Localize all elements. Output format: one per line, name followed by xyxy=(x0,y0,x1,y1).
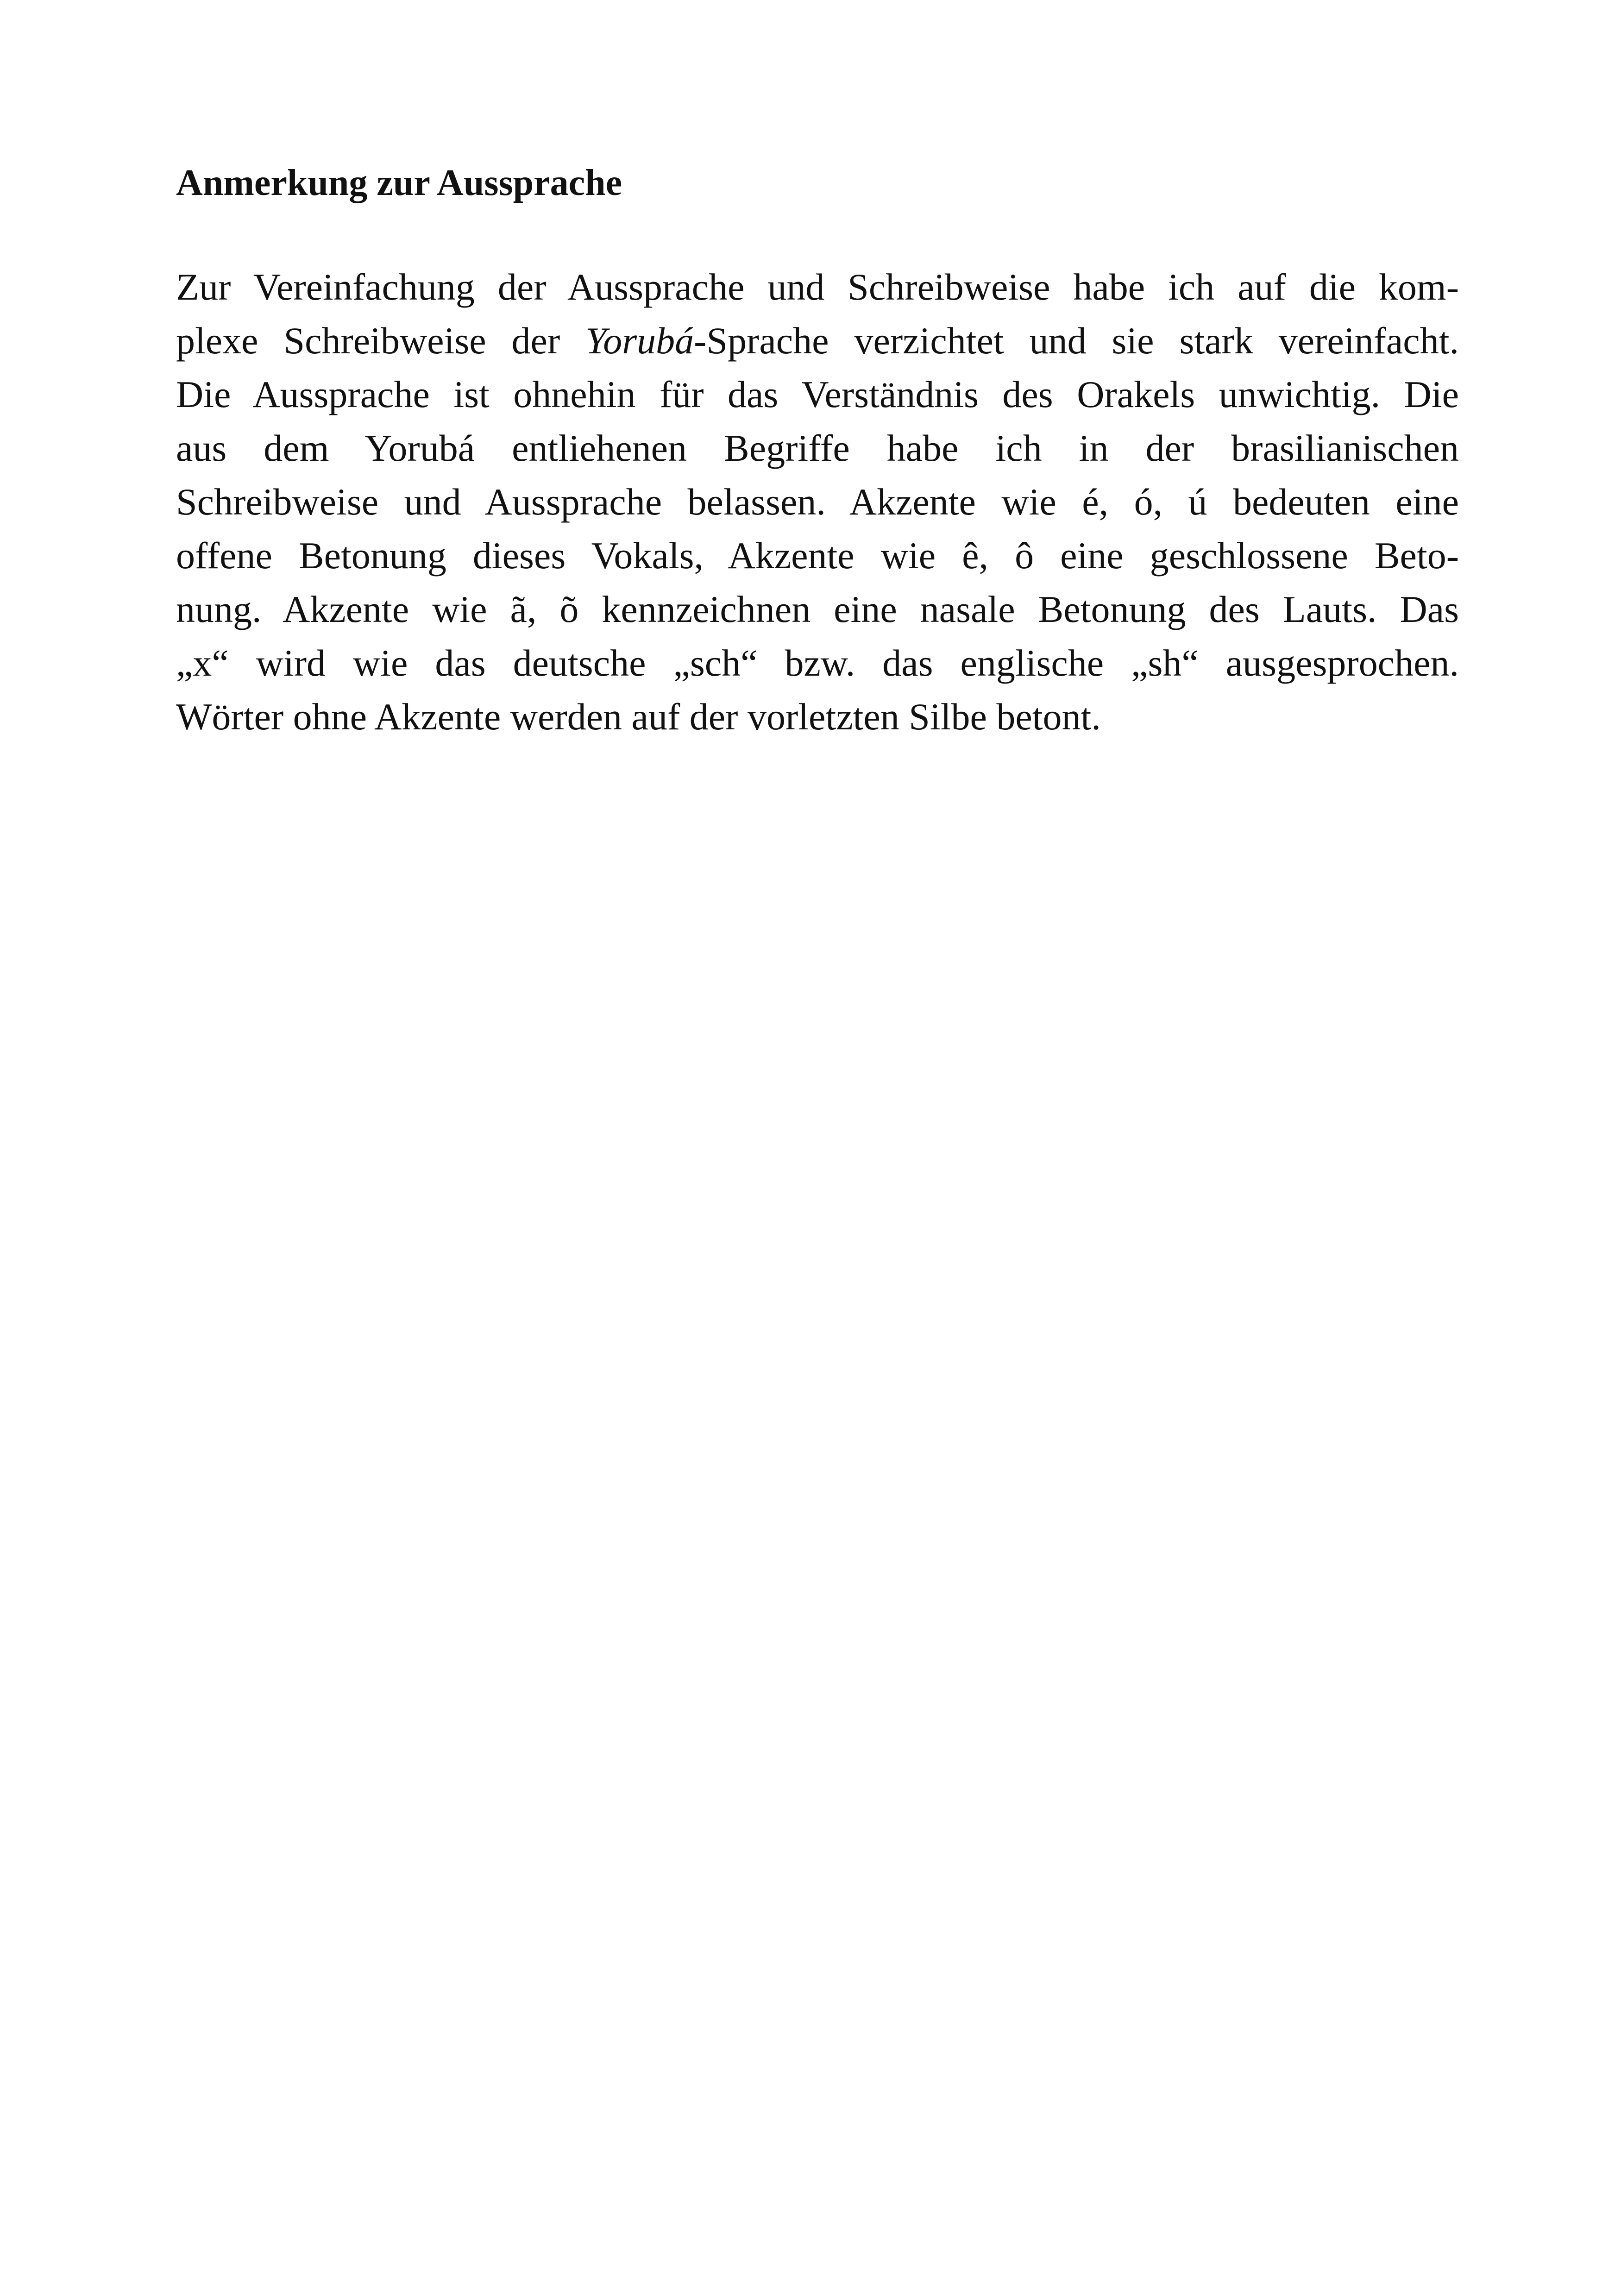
section-heading: Anmerkung zur Aussprache xyxy=(176,163,622,203)
line-text-after: -Sprache verzichtet und sie stark vereinfacht. xyxy=(694,320,1459,362)
line-text-before: plexe Schreibweise der xyxy=(176,320,586,362)
paragraph-line: Wörter ohne Akzente werden auf der vorletzten Silbe betont. xyxy=(176,696,1101,738)
paragraph-line: aus dem Yorubá entliehenen Begriffe habe ich in der brasilianischen xyxy=(176,427,1459,469)
paragraph-line: Schreibweise und Aussprache belassen. Akzente wie é, ó, ú bedeuten eine xyxy=(176,481,1459,523)
paragraph-line: „x“ wird wie das deutsche „sch“ bzw. das englische „sh“ ausgesprochen. xyxy=(176,642,1459,684)
paragraph-line: Zur Vereinfachung der Aussprache und Schreibweise habe ich auf die kom- xyxy=(176,266,1459,308)
body-paragraph xyxy=(176,260,1459,744)
paragraph-line: Die Aussprache ist ohnehin für das Verständnis des Orakels unwichtig. Die xyxy=(176,373,1459,415)
italic-term: Yorubá xyxy=(585,320,694,362)
paragraph-line xyxy=(176,314,1459,368)
paragraph-line: nung. Akzente wie ã, õ kennzeichnen eine nasale Betonung des Lauts. Das xyxy=(176,588,1459,630)
page-content xyxy=(176,157,1459,744)
paragraph-line: offene Betonung dieses Vokals, Akzente wie ê, ô eine geschlossene Beto- xyxy=(176,534,1459,577)
